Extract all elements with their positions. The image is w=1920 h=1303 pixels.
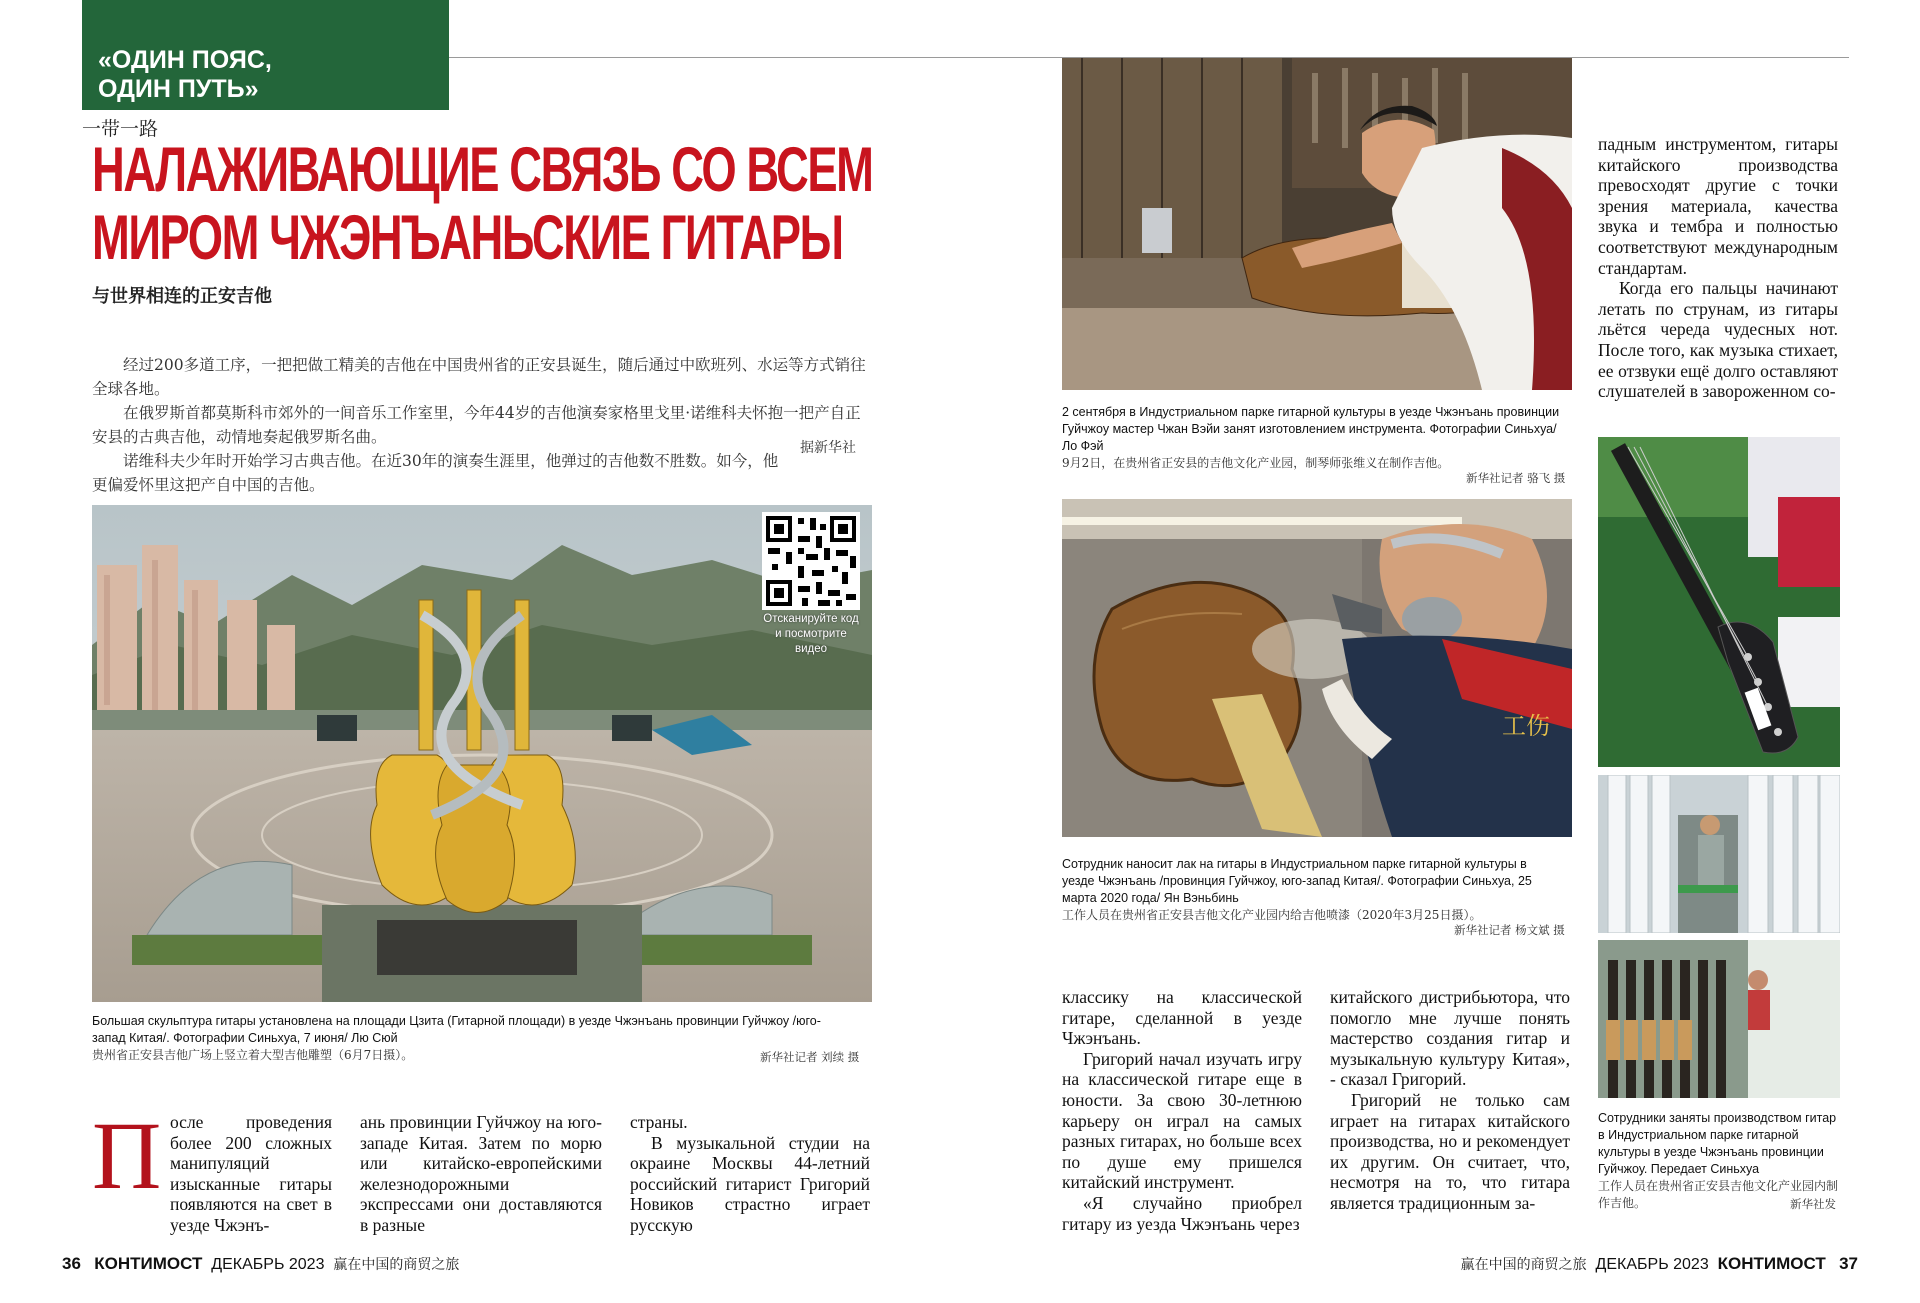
side-photos-caption-chinese: 工作人员在贵州省正安县吉他文化产业园内制作吉他。 — [1598, 1179, 1839, 1210]
right-column-1-para-1: классику на классической гитаре, сделанной в уезде Чжэнъань. — [1062, 987, 1302, 1049]
left-body-column-1 — [170, 1112, 332, 1236]
left-column-3-para-1: страны. — [630, 1112, 688, 1132]
right-top-para-1: падным инструментом, гитары китайского производства превосходят другие с точки зрения материала, качества звука и тембра и полностью соответствуют международным стандартам. — [1598, 134, 1838, 278]
left-issue: ДЕКАБРЬ 2023 — [211, 1256, 325, 1273]
chinese-intro-para-2: 在俄罗斯首都莫斯科市郊外的一间音乐工作室里，今年44岁的吉他演奏家格里戈里·诺维科夫怀抱一把产自正安县的古典吉他，动情地奏起俄罗斯名曲。 — [92, 404, 861, 446]
right-footer — [1461, 1254, 1858, 1274]
right-column-2-para-2: Григорий не только сам играет на гитарах китайского производства, но и рекомендует их другим. Он считает, что, несмотря на то, что гитара является традиционным за- — [1330, 1089, 1570, 1213]
rubric-title: «ОДИН ПОЯС, ОДИН ПУТЬ» — [98, 46, 272, 103]
lacquer-spraying-photo — [1062, 499, 1572, 837]
left-body-column-3 — [630, 1112, 870, 1236]
side-photos-credit: 新华社发 — [1790, 1197, 1836, 1211]
chinese-intro — [92, 353, 872, 497]
guitar-headstock-photo — [1598, 437, 1840, 767]
right-body-column-1 — [1062, 987, 1302, 1234]
right-issue: ДЕКАБРЬ 2023 — [1595, 1256, 1709, 1273]
main-photo-credit: 新华社记者 刘续 摄 — [760, 1050, 860, 1064]
left-column-1-text: осле проведения более 200 сложных манипуляций изысканные гитары появляются на свет в уезде Чжэнъ- — [170, 1112, 332, 1235]
right-column-2-para-1: китайского дистрибьютора, что помогло мне лучше понять мастерство создания гитар и музыкальную культуру Китая», - сказал Григорий. — [1330, 987, 1570, 1090]
right-column-1-para-3: «Я случайно приобрел гитару из уезда Чжэнъань через — [1062, 1192, 1302, 1234]
left-body-column-2 — [360, 1112, 602, 1236]
craftsman-caption: 2 сентября в Индустриальном парке гитарной культуры в уезде Чжэнъань провинции Гуйчжоу мастер Чжан Вэйи занят изготовлением инструмента. Фотографии Синьхуа/ Ло Фэй — [1062, 405, 1560, 453]
left-page-number: 36 — [62, 1254, 81, 1273]
craftsman-credit: 新华社记者 骆飞 摄 — [1466, 471, 1566, 485]
article-title-chinese: 与世界相连的正安吉他 — [92, 286, 272, 307]
right-body-column-2 — [1330, 987, 1570, 1214]
uniform-sign: 工伤 — [1502, 712, 1550, 740]
qr-code-label: Отсканируйте код и посмотрите видео — [763, 613, 859, 655]
left-slogan: 赢在中国的商贸之旅 — [333, 1257, 460, 1273]
main-photo-caption: Большая скульптура гитары установлена на площади Цзита (Гитарной площади) в уезде Чжэнъань провинции Гуйчжоу /юго-запад Китая/. Фотографии Синьхуа, 7 июня/ Лю Сюй — [92, 1014, 821, 1045]
right-page-number: 37 — [1839, 1254, 1858, 1273]
right-top-column — [1598, 134, 1838, 402]
guitar-sculpture-photo — [92, 505, 872, 1002]
qr-code[interactable] — [762, 512, 860, 610]
chinese-intro-para-1: 经过200多道工序，一把把做工精美的吉他在中国贵州省的正安县诞生，随后通过中欧班列、水运等方式销往全球各地。 — [92, 356, 866, 398]
left-column-3-para-2: В музыкальной студии на окраине Москвы 44-летний российский гитарист Григорий Новиков страстно играет русскую — [630, 1132, 870, 1235]
qr-code-icon — [762, 512, 860, 610]
main-photo-caption-chinese: 贵州省正安县吉他广场上竖立着大型吉他雕塑（6月7日摄）。 — [92, 1048, 414, 1062]
title-line-1: НАЛАЖИВАЮЩИЕ СВЯЗЬ СО ВСЕМ — [92, 135, 873, 205]
left-footer — [62, 1254, 459, 1274]
rubric-chinese: 一带一路 — [82, 118, 159, 140]
side-photos-caption: Сотрудники заняты производством гитар в Индустриальном парке гитарной культуры в уезде Чжэнъань провинции Гуйчжоу. Передает Синьхуа — [1598, 1111, 1837, 1176]
lacquer-caption-chinese: 工作人员在贵州省正安县吉他文化产业园内给吉他喷漆（2020年3月25日摄）。 — [1062, 908, 1482, 922]
lacquer-credit: 新华社记者 杨文斌 摄 — [1454, 923, 1565, 937]
drop-cap: П — [92, 1102, 162, 1209]
chinese-intro-para-3: 诺维科夫少年时开始学习古典吉他。在近30年的演奏生涯里，他弹过的吉他数不胜数。如今，他更偏爱怀里这把产自中国的吉他。 — [92, 452, 779, 494]
right-magazine-name: КОНТИМОСТ — [1717, 1254, 1826, 1273]
title-line-2: МИРОМ ЧЖЭНЪАНЬСКИЕ ГИТАРЫ — [92, 203, 843, 273]
lacquer-caption: Сотрудник наносит лак на гитары в Индустриальном парке гитарной культуры в уезде Чжэнъань /провинция Гуйчжоу, юго-запад Китая/. Фотографии Синьхуа, 25 марта 2020 года/ Ян Вэньбинь — [1062, 857, 1532, 905]
workshop-photo — [1598, 775, 1840, 933]
guitar-rack-photo — [1598, 940, 1840, 1098]
craftsman-caption-chinese: 9月2日，在贵州省正安县的吉他文化产业园，制琴师张维义在制作吉他。 — [1062, 456, 1450, 470]
rubric-banner — [82, 0, 449, 110]
right-slogan: 赢在中国的商贸之旅 — [1460, 1257, 1587, 1273]
article-title — [92, 135, 873, 273]
left-magazine-name: КОНТИМОСТ — [94, 1254, 203, 1273]
right-column-1-para-2: Григорий начал изучать игру на классической гитаре еще в юности. За свою 30-летнюю карьеру он играл на самых разных гитарах, но больше всех по душе ему пришелся китайский инструмент. — [1062, 1048, 1302, 1193]
chinese-intro-source: 据新华社 — [800, 440, 856, 456]
right-top-para-2: Когда его пальцы начинают летать по струнам, из гитары льётся череда чудесных нот. После того, как музыка стихает, ее отзвуки ещё долго оставляют слушателей в завороженном со- — [1598, 278, 1838, 402]
craftsman-photo — [1062, 58, 1572, 390]
left-column-2-text: ань провинции Гуйчжоу на юго-западе Китая. Затем по морю или китайско-европейскими железнодорожными экспрессами они доставляются в разные — [360, 1112, 602, 1235]
